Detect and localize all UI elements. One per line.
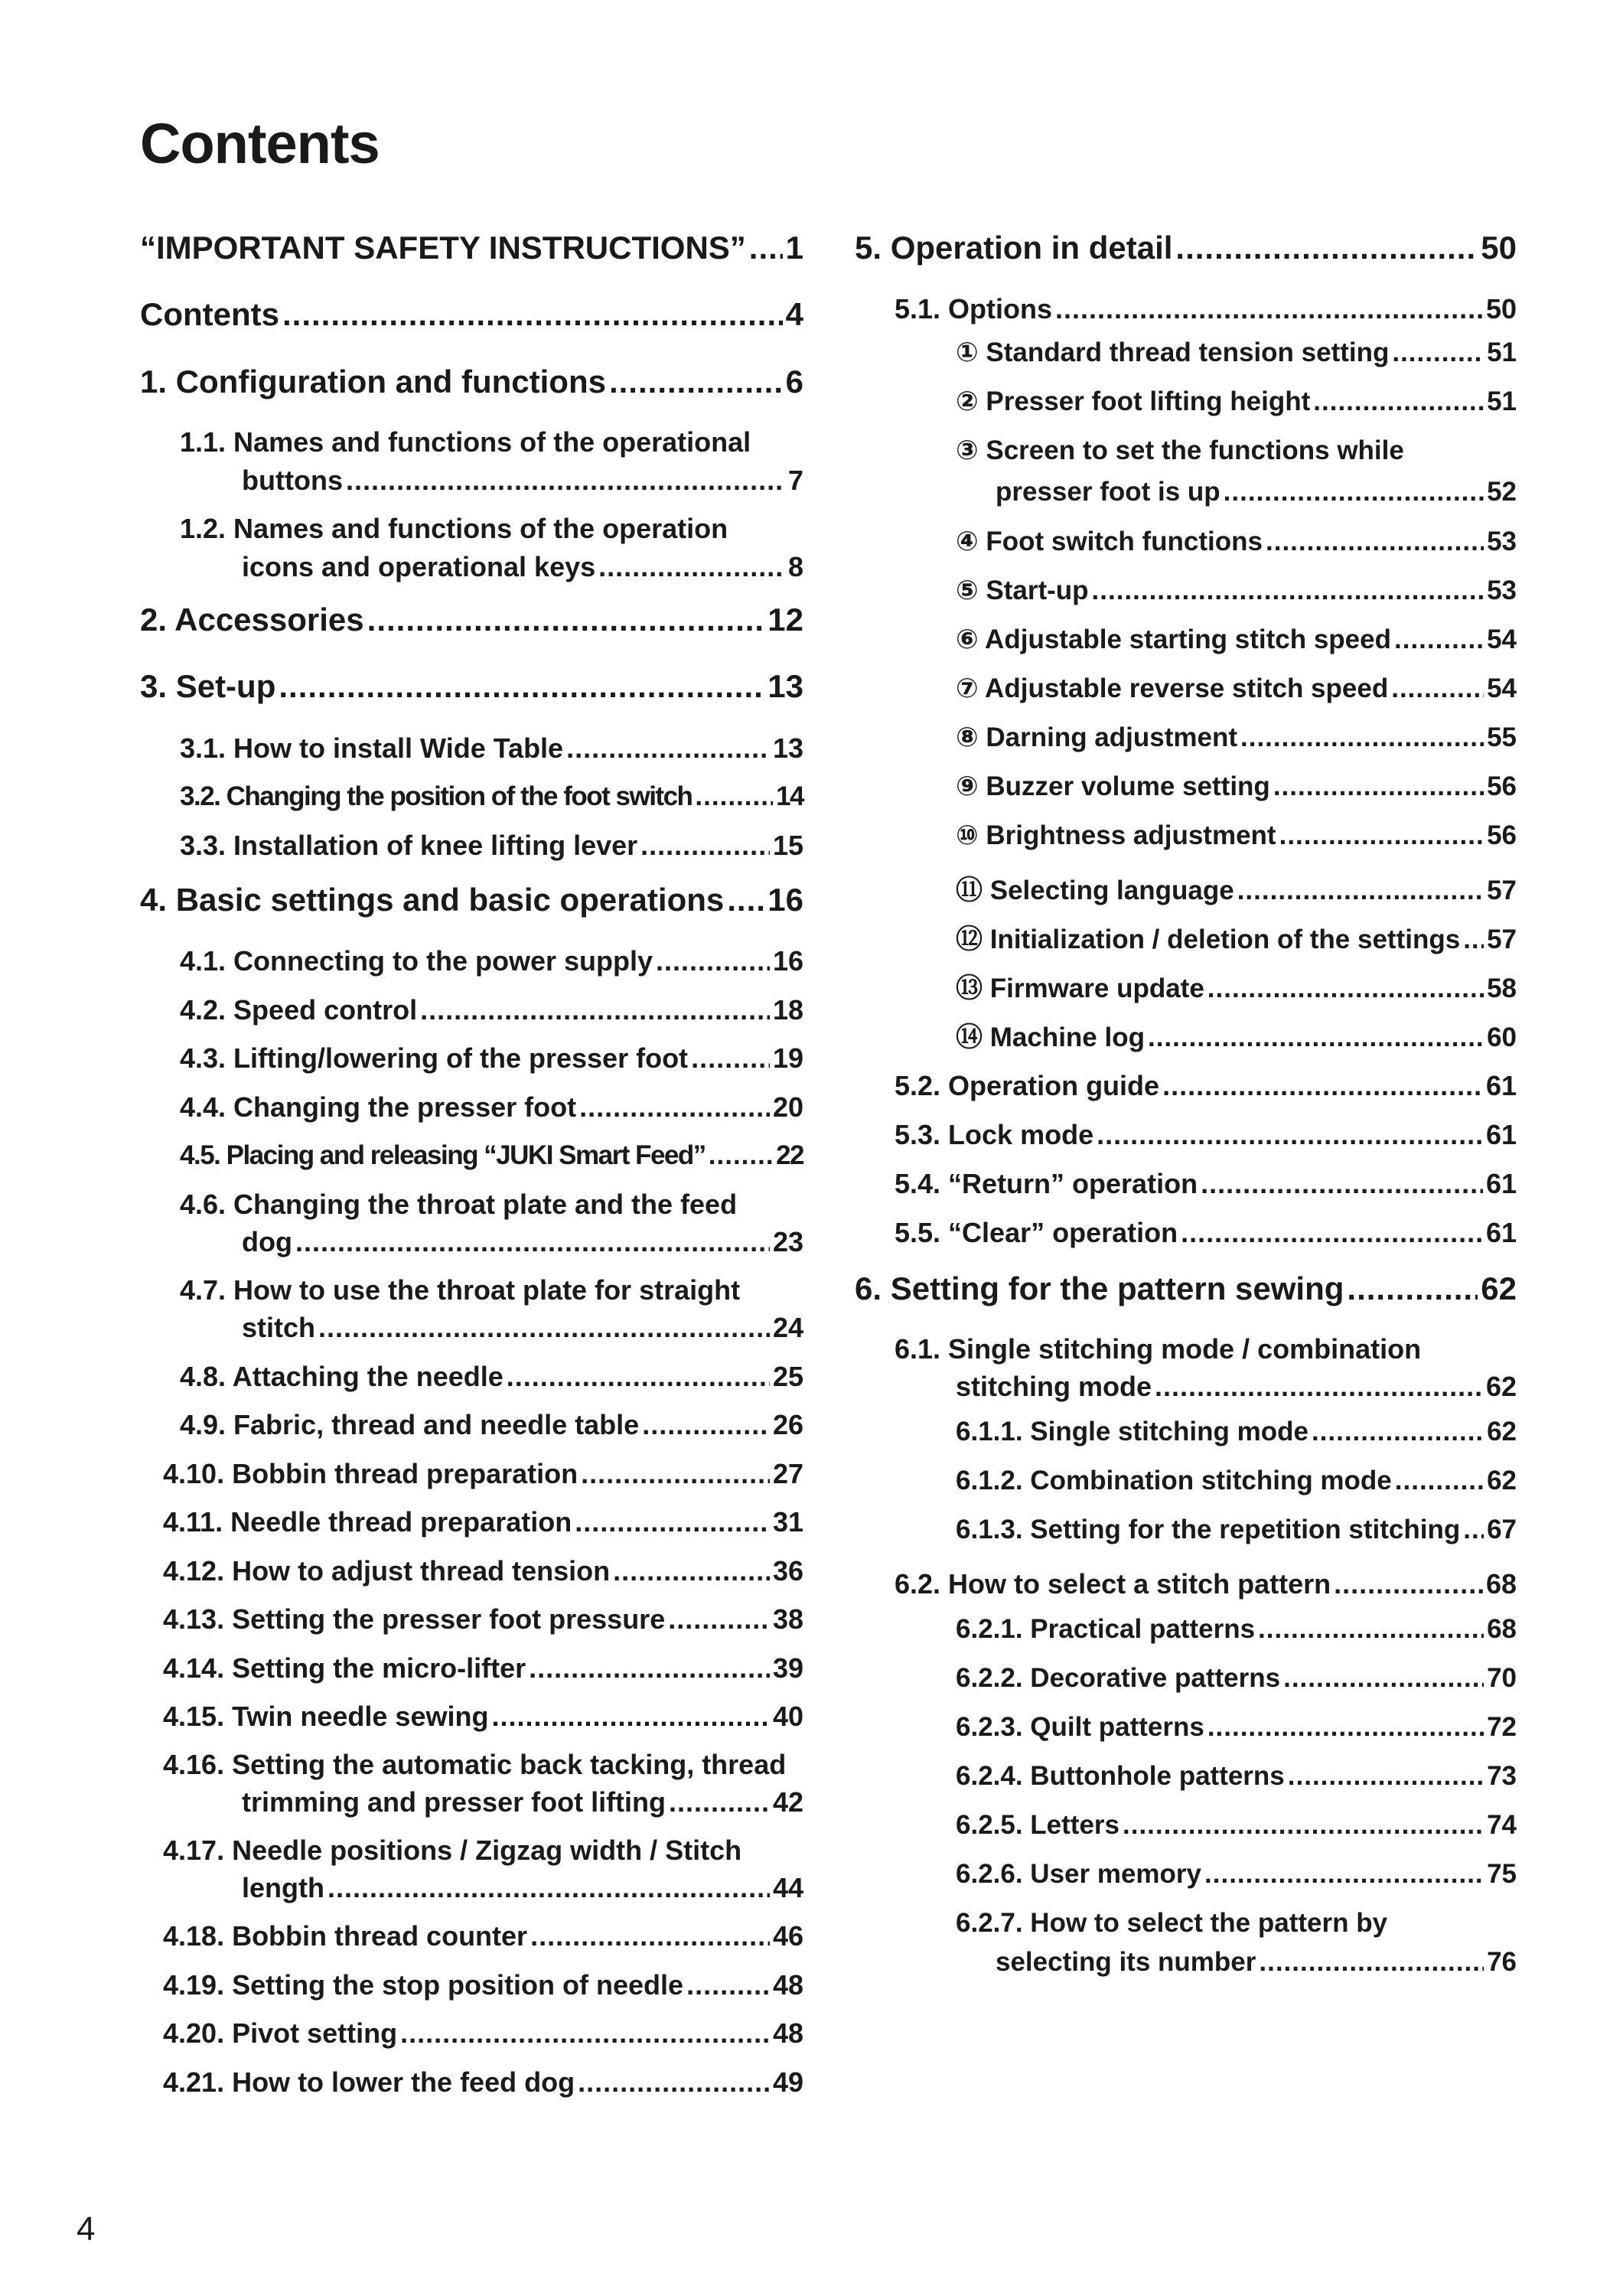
- toc-entry-page: 20: [772, 1091, 803, 1123]
- leader-dots: [686, 1969, 770, 2001]
- toc-entry-page: 68: [1485, 1568, 1517, 1600]
- toc-entry[interactable]: [956, 869, 1517, 908]
- toc-entry-title: 3.1. How to install Wide Table: [180, 732, 564, 764]
- leader-dots: [1313, 386, 1484, 417]
- toc-entry[interactable]: [180, 781, 803, 812]
- toc-entry[interactable]: [956, 1810, 1517, 1841]
- toc-entry-page: 72: [1487, 1712, 1517, 1742]
- leader-dots: [1394, 625, 1484, 655]
- toc-entry-page: 62: [1481, 1270, 1517, 1306]
- toc-entry-title: ⑤ Start-up: [956, 576, 1089, 605]
- toc-entry[interactable]: [956, 1712, 1517, 1743]
- leader-dots: [695, 781, 773, 812]
- toc-entry-title: 4.10. Bobbin thread preparation: [163, 1458, 578, 1489]
- toc-entry-page: 61: [1485, 1168, 1517, 1199]
- toc-entry[interactable]: [242, 465, 803, 497]
- toc-entry-page: 58: [1487, 974, 1517, 1003]
- toc-entry-page: 62: [1485, 1371, 1517, 1402]
- toc-entry[interactable]: [956, 1663, 1517, 1694]
- toc-entry[interactable]: [242, 1226, 803, 1258]
- toc-entry[interactable]: [140, 296, 803, 333]
- toc-entry-title: 4.1. Connecting to the power supply: [180, 945, 653, 977]
- leader-dots: [1288, 1761, 1484, 1792]
- toc-entry-title: ⑧ Darning adjustment: [956, 722, 1237, 752]
- toc-entry[interactable]: [956, 918, 1517, 957]
- toc-entry-page: 74: [1487, 1810, 1517, 1840]
- toc-entry-title: 6.1.3. Setting for the repetition stitching: [956, 1515, 1461, 1544]
- toc-entry-title: 4.20. Pivot setting: [163, 2017, 398, 2049]
- toc-entry-page: 31: [772, 1506, 803, 1538]
- toc-entry-title: 1. Configuration and functions: [140, 364, 606, 400]
- toc-entry-page: 48: [772, 2017, 803, 2049]
- toc-entry-title[interactable]: 4.17. Needle positions / Zigzag width / Stitch: [163, 1835, 742, 1866]
- toc-entry-page: 19: [772, 1042, 803, 1074]
- toc-entry[interactable]: [956, 820, 1517, 851]
- toc-entry-page: 39: [772, 1652, 803, 1684]
- toc-entry-title: length: [242, 1872, 324, 1903]
- toc-entry-page: 4: [785, 296, 803, 332]
- toc-entry-page: 36: [772, 1555, 803, 1587]
- toc-entry-page: 76: [1487, 1947, 1517, 1977]
- toc-entry-page: 1: [785, 230, 803, 266]
- leader-dots: [420, 994, 770, 1026]
- toc-entry[interactable]: [855, 1270, 1517, 1307]
- leader-dots: [328, 1872, 770, 1904]
- toc-entry-title[interactable]: 4.6. Changing the throat plate and the feed: [180, 1189, 738, 1220]
- leader-dots: [1092, 576, 1484, 606]
- toc-entry-title: 3. Set-up: [140, 668, 276, 704]
- leader-dots: [1463, 925, 1484, 955]
- toc-entry-page: 54: [1487, 673, 1517, 703]
- toc-entry-title: 4.8. Attaching the needle: [180, 1361, 504, 1392]
- toc-entry-page: 40: [772, 1701, 803, 1732]
- toc-entry-page: 52: [1487, 477, 1517, 507]
- leader-dots: [640, 830, 770, 862]
- toc-entry-page: 27: [772, 1458, 803, 1489]
- toc-entry[interactable]: [163, 1652, 803, 1684]
- leader-dots: [1181, 1217, 1483, 1249]
- toc-entry[interactable]: [163, 1701, 803, 1733]
- toc-entry-title: ① Standard thread tension setting: [956, 338, 1390, 367]
- toc-entry-title: Contents: [140, 296, 279, 332]
- toc-entry-page: 13: [772, 732, 803, 764]
- leader-dots: [1283, 1663, 1484, 1694]
- toc-entry-title: 4.13. Setting the presser foot pressure: [163, 1603, 666, 1635]
- toc-entry-page: 62: [1487, 1466, 1517, 1495]
- toc-entry[interactable]: [140, 230, 803, 266]
- toc-entry-title: 4.14. Setting the micro-lifter: [163, 1652, 526, 1684]
- toc-entry[interactable]: [163, 2017, 803, 2050]
- toc-entry[interactable]: [956, 338, 1517, 368]
- leader-dots: [642, 1409, 770, 1441]
- toc-entry-page: 61: [1485, 1217, 1517, 1248]
- toc-entry-title: ⑨ Buzzer volume setting: [956, 771, 1270, 801]
- toc-entry[interactable]: [163, 1458, 803, 1490]
- toc-entry-page: 50: [1481, 230, 1517, 266]
- leader-dots: [1392, 338, 1484, 368]
- toc-entry-page: 73: [1487, 1761, 1517, 1791]
- toc-entry[interactable]: [895, 1070, 1517, 1102]
- toc-entry-title: 4.18. Bobbin thread counter: [163, 1920, 528, 1952]
- toc-entry-title: 6.2.2. Decorative patterns: [956, 1663, 1281, 1693]
- toc-entry-page: 38: [772, 1603, 803, 1635]
- toc-entry-title: 6.2.3. Quilt patterns: [956, 1712, 1204, 1742]
- toc-entry-page: 16: [772, 945, 803, 977]
- toc-entry-title[interactable]: 1.1. Names and functions of the operational: [180, 426, 751, 458]
- leader-dots: [279, 668, 764, 705]
- toc-entry-page: 54: [1487, 625, 1517, 654]
- leader-dots: [1463, 1515, 1484, 1545]
- toc-entry-page: 56: [1487, 820, 1517, 850]
- toc-entry-title: ⑫ Initialization / deletion of the settings: [956, 925, 1461, 954]
- toc-entry-page: 51: [1487, 338, 1517, 367]
- toc-entry-page: 22: [776, 1140, 803, 1170]
- toc-entry[interactable]: [895, 1568, 1517, 1600]
- toc-entry-page: 68: [1487, 1614, 1517, 1644]
- toc-entry-title[interactable]: 4.16. Setting the automatic back tacking, thread: [163, 1749, 787, 1780]
- toc-entry[interactable]: [180, 945, 803, 977]
- toc-entry-page: 14: [776, 781, 803, 811]
- leader-dots: [1224, 477, 1484, 507]
- leader-dots: [1201, 1168, 1483, 1200]
- leader-dots: [1204, 1859, 1484, 1890]
- leader-dots: [529, 1652, 770, 1684]
- leader-dots: [1334, 1568, 1483, 1600]
- toc-entry[interactable]: [956, 1515, 1517, 1545]
- toc-entry[interactable]: [956, 1466, 1517, 1496]
- toc-entry[interactable]: [956, 527, 1517, 557]
- toc-entry-page: 61: [1485, 1070, 1517, 1101]
- leader-dots: [1123, 1810, 1484, 1841]
- toc-entry[interactable]: [895, 293, 1517, 325]
- toc-entry[interactable]: [180, 1140, 803, 1171]
- toc-entry-page: 56: [1487, 771, 1517, 801]
- toc-entry-title: 6.2.1. Practical patterns: [956, 1614, 1256, 1644]
- toc-entry-title[interactable]: ③ Screen to set the functions while: [956, 435, 1404, 465]
- toc-entry-page: 67: [1487, 1515, 1517, 1544]
- leader-dots: [575, 1506, 770, 1538]
- toc-entry[interactable]: [163, 1555, 803, 1587]
- leader-dots: [367, 602, 765, 638]
- toc-entry-title: 6.2.5. Letters: [956, 1810, 1119, 1840]
- toc-entry[interactable]: [996, 477, 1517, 507]
- toc-entry-page: 15: [772, 830, 803, 861]
- leader-dots: [1347, 1270, 1478, 1307]
- toc-entry-title: 6.2.4. Buttonhole patterns: [956, 1761, 1285, 1791]
- toc-entry[interactable]: [956, 386, 1517, 417]
- toc-entry-title: 4.5. Placing and releasing “JUKI Smart Feed”: [180, 1140, 706, 1170]
- toc-entry-page: 16: [768, 882, 803, 918]
- toc-entry-title: 4.3. Lifting/lowering of the presser foot: [180, 1042, 689, 1074]
- toc-entry[interactable]: [956, 722, 1517, 753]
- toc-entry-title: 6.1.1. Single stitching mode: [956, 1417, 1309, 1446]
- toc-entry[interactable]: [242, 1312, 803, 1344]
- leader-dots: [668, 1603, 770, 1636]
- leader-dots: [491, 1701, 769, 1733]
- leader-dots: [709, 1140, 773, 1171]
- toc-entry-title: 5.2. Operation guide: [895, 1070, 1160, 1101]
- leader-dots: [1391, 673, 1484, 704]
- toc-entry-page: 18: [772, 994, 803, 1026]
- toc-entry[interactable]: [180, 732, 803, 765]
- toc-entry-page: 55: [1487, 722, 1517, 752]
- toc-entry-title: 6.2.6. User memory: [956, 1859, 1202, 1889]
- toc-entry-page: 7: [787, 465, 803, 496]
- toc-entry-title: 2. Accessories: [140, 602, 364, 638]
- toc-entry-title: ② Presser foot lifting height: [956, 386, 1311, 416]
- leader-dots: [669, 1786, 770, 1818]
- toc-entry[interactable]: [956, 673, 1517, 704]
- leader-dots: [1237, 876, 1484, 906]
- toc-entry-title: 4.12. How to adjust thread tension: [163, 1555, 611, 1587]
- toc-entry-title: 3.3. Installation of knee lifting lever: [180, 830, 638, 861]
- toc-entry[interactable]: [242, 1786, 803, 1818]
- toc-entry-title: 5.4. “Return” operation: [895, 1168, 1198, 1199]
- toc-entry-page: 53: [1487, 527, 1517, 556]
- toc-entry-page: 53: [1487, 576, 1517, 605]
- toc-entry[interactable]: [895, 1168, 1517, 1200]
- toc-entry[interactable]: [140, 668, 803, 705]
- leader-dots: [1162, 1070, 1483, 1102]
- leader-dots: [1148, 1022, 1484, 1053]
- leader-dots: [656, 945, 770, 977]
- toc-entry-page: 57: [1487, 925, 1517, 954]
- toc-entry-page: 6: [785, 364, 803, 400]
- toc-entry[interactable]: [855, 230, 1517, 266]
- toc-entry-title[interactable]: 6.1. Single stitching mode / combination: [895, 1333, 1422, 1365]
- toc-entry[interactable]: [180, 1091, 803, 1124]
- leader-dots: [1240, 722, 1484, 753]
- toc-entry-title: icons and operational keys: [242, 551, 596, 582]
- toc-entry-page: 60: [1487, 1022, 1517, 1052]
- toc-entry-title: 5. Operation in detail: [855, 230, 1173, 266]
- leader-dots: [691, 1042, 770, 1075]
- leader-dots: [318, 1312, 770, 1344]
- leader-dots: [566, 732, 770, 765]
- leader-dots: [578, 2066, 770, 2099]
- leader-dots: [346, 465, 785, 497]
- leader-dots: [749, 230, 783, 266]
- toc-entry-title: 4.9. Fabric, thread and needle table: [180, 1409, 640, 1440]
- toc-entry-page: 26: [772, 1409, 803, 1440]
- toc-entry-page: 61: [1485, 1119, 1517, 1150]
- toc-entry-title: ⑦ Adjustable reverse stitch speed: [956, 673, 1389, 703]
- toc-entry-page: 12: [768, 602, 803, 638]
- toc-entry[interactable]: [140, 882, 803, 918]
- toc-entry[interactable]: [242, 1872, 803, 1904]
- leader-dots: [1258, 1614, 1484, 1645]
- toc-entry-page: 49: [772, 2066, 803, 2098]
- page-title: Contents: [140, 112, 380, 175]
- toc-entry-title: dog: [242, 1226, 292, 1257]
- leader-dots: [581, 1458, 770, 1490]
- toc-entry[interactable]: [895, 1217, 1517, 1249]
- toc-entry-title: ⑥ Adjustable starting stitch speed: [956, 625, 1391, 654]
- toc-entry-title: 4.15. Twin needle sewing: [163, 1701, 489, 1732]
- leader-dots: [295, 1226, 770, 1258]
- toc-entry-page: 57: [1487, 876, 1517, 905]
- toc-entry-page: 8: [787, 551, 803, 582]
- toc-entry[interactable]: [180, 1409, 803, 1441]
- leader-dots: [1155, 1371, 1483, 1403]
- toc-entry-title: 4.19. Setting the stop position of needle: [163, 1969, 684, 2001]
- toc-entry[interactable]: [956, 576, 1517, 606]
- leader-dots: [1207, 974, 1484, 1004]
- toc-entry[interactable]: [180, 1042, 803, 1075]
- leader-dots: [579, 1091, 770, 1124]
- toc-entry[interactable]: [163, 2066, 803, 2099]
- toc-entry-title: 3.2. Changing the position of the foot switch: [180, 781, 693, 811]
- toc-entry-page: 50: [1485, 293, 1517, 325]
- toc-entry[interactable]: [956, 1016, 1517, 1055]
- leader-dots: [598, 551, 785, 583]
- toc-entry-title: buttons: [242, 465, 343, 496]
- toc-entry-page: 62: [1487, 1417, 1517, 1446]
- toc-entry-title: ⑪ Selecting language: [956, 876, 1234, 905]
- toc-entry-page: 25: [772, 1361, 803, 1392]
- toc-entry-title: 4. Basic settings and basic operations: [140, 882, 725, 918]
- toc-entry-page: 70: [1487, 1663, 1517, 1693]
- toc-entry[interactable]: [956, 625, 1517, 655]
- toc-entry-title: 4.2. Speed control: [180, 994, 418, 1026]
- toc-entry[interactable]: [956, 1859, 1517, 1890]
- toc-entry-page: 23: [772, 1226, 803, 1257]
- toc-entry[interactable]: [140, 602, 803, 638]
- toc-entry[interactable]: [956, 1761, 1517, 1792]
- toc-entry[interactable]: [956, 967, 1517, 1006]
- toc-entry-title: 4.4. Changing the presser foot: [180, 1091, 577, 1123]
- toc-entry-title: 6.1.2. Combination stitching mode: [956, 1466, 1392, 1495]
- leader-dots: [727, 882, 764, 918]
- toc-entry-title: 4.11. Needle thread preparation: [163, 1506, 572, 1538]
- toc-entry[interactable]: [180, 830, 803, 862]
- toc-entry-title[interactable]: 6.2.7. How to select the pattern by: [956, 1908, 1388, 1938]
- leader-dots: [613, 1555, 770, 1587]
- toc-entry-title: 4.21. How to lower the feed dog: [163, 2066, 575, 2098]
- toc-entry-title: 5.5. “Clear” operation: [895, 1217, 1178, 1248]
- toc-entry[interactable]: [180, 1361, 803, 1393]
- toc-entry[interactable]: [140, 364, 803, 400]
- toc-entry[interactable]: [956, 771, 1517, 802]
- toc-entry-page: 46: [772, 1920, 803, 1952]
- toc-entry[interactable]: [163, 1969, 803, 2001]
- leader-dots: [400, 2017, 770, 2050]
- toc-entry-title[interactable]: 1.2. Names and functions of the operation: [180, 513, 728, 544]
- leader-dots: [1175, 230, 1478, 266]
- leader-dots: [1279, 820, 1484, 851]
- page-number: 4: [77, 2210, 96, 2248]
- leader-dots: [1055, 293, 1483, 325]
- toc-entry-title: stitch: [242, 1312, 316, 1343]
- toc-entry-page: 44: [772, 1872, 803, 1903]
- toc-entry-title: selecting its number: [996, 1947, 1256, 1977]
- leader-dots: [609, 364, 783, 400]
- leader-dots: [1395, 1466, 1484, 1496]
- toc-entry[interactable]: [956, 1417, 1517, 1447]
- toc-entry-title: stitching mode: [956, 1371, 1152, 1402]
- toc-entry-page: 24: [772, 1312, 803, 1343]
- toc-entry-title: 5.3. Lock mode: [895, 1119, 1094, 1150]
- toc-entry-title: 6. Setting for the pattern sewing: [855, 1270, 1344, 1306]
- toc-entry[interactable]: [163, 1506, 803, 1538]
- toc-entry-title: ⑬ Firmware update: [956, 974, 1204, 1003]
- toc-entry[interactable]: [956, 1614, 1517, 1645]
- toc-entry-title: presser foot is up: [996, 477, 1221, 507]
- leader-dots: [282, 296, 783, 333]
- toc-entry[interactable]: [956, 1371, 1517, 1403]
- toc-entry-title: “IMPORTANT SAFETY INSTRUCTIONS”: [140, 230, 746, 266]
- toc-entry[interactable]: [163, 1920, 803, 1952]
- toc-entry-title: ④ Foot switch functions: [956, 527, 1263, 556]
- leader-dots: [530, 1920, 770, 1952]
- toc-entry[interactable]: [996, 1947, 1517, 1978]
- toc-entry-page: 51: [1487, 386, 1517, 416]
- toc-entry[interactable]: [895, 1119, 1517, 1151]
- leader-dots: [1207, 1712, 1484, 1743]
- toc-entry-page: 13: [768, 668, 803, 704]
- toc-entry[interactable]: [242, 551, 803, 583]
- toc-entry[interactable]: [163, 1603, 803, 1636]
- leader-dots: [507, 1361, 770, 1393]
- leader-dots: [1259, 1947, 1484, 1978]
- toc-entry[interactable]: [180, 994, 803, 1026]
- toc-entry-title: 5.1. Options: [895, 293, 1053, 325]
- toc-entry-title: 6.2. How to select a stitch pattern: [895, 1568, 1331, 1600]
- leader-dots: [1312, 1417, 1484, 1447]
- toc-entry-title: trimming and presser foot lifting: [242, 1786, 666, 1818]
- toc-entry-page: 48: [772, 1969, 803, 2001]
- leader-dots: [1273, 771, 1484, 802]
- toc-entry-title[interactable]: 4.7. How to use the throat plate for straight: [180, 1274, 741, 1306]
- toc-entry-title: ⑩ Brightness adjustment: [956, 820, 1276, 850]
- leader-dots: [1266, 527, 1484, 557]
- leader-dots: [1097, 1119, 1483, 1151]
- toc-entry-page: 75: [1487, 1859, 1517, 1889]
- toc-entry-page: 42: [772, 1786, 803, 1818]
- toc-entry-title: ⑭ Machine log: [956, 1022, 1145, 1052]
